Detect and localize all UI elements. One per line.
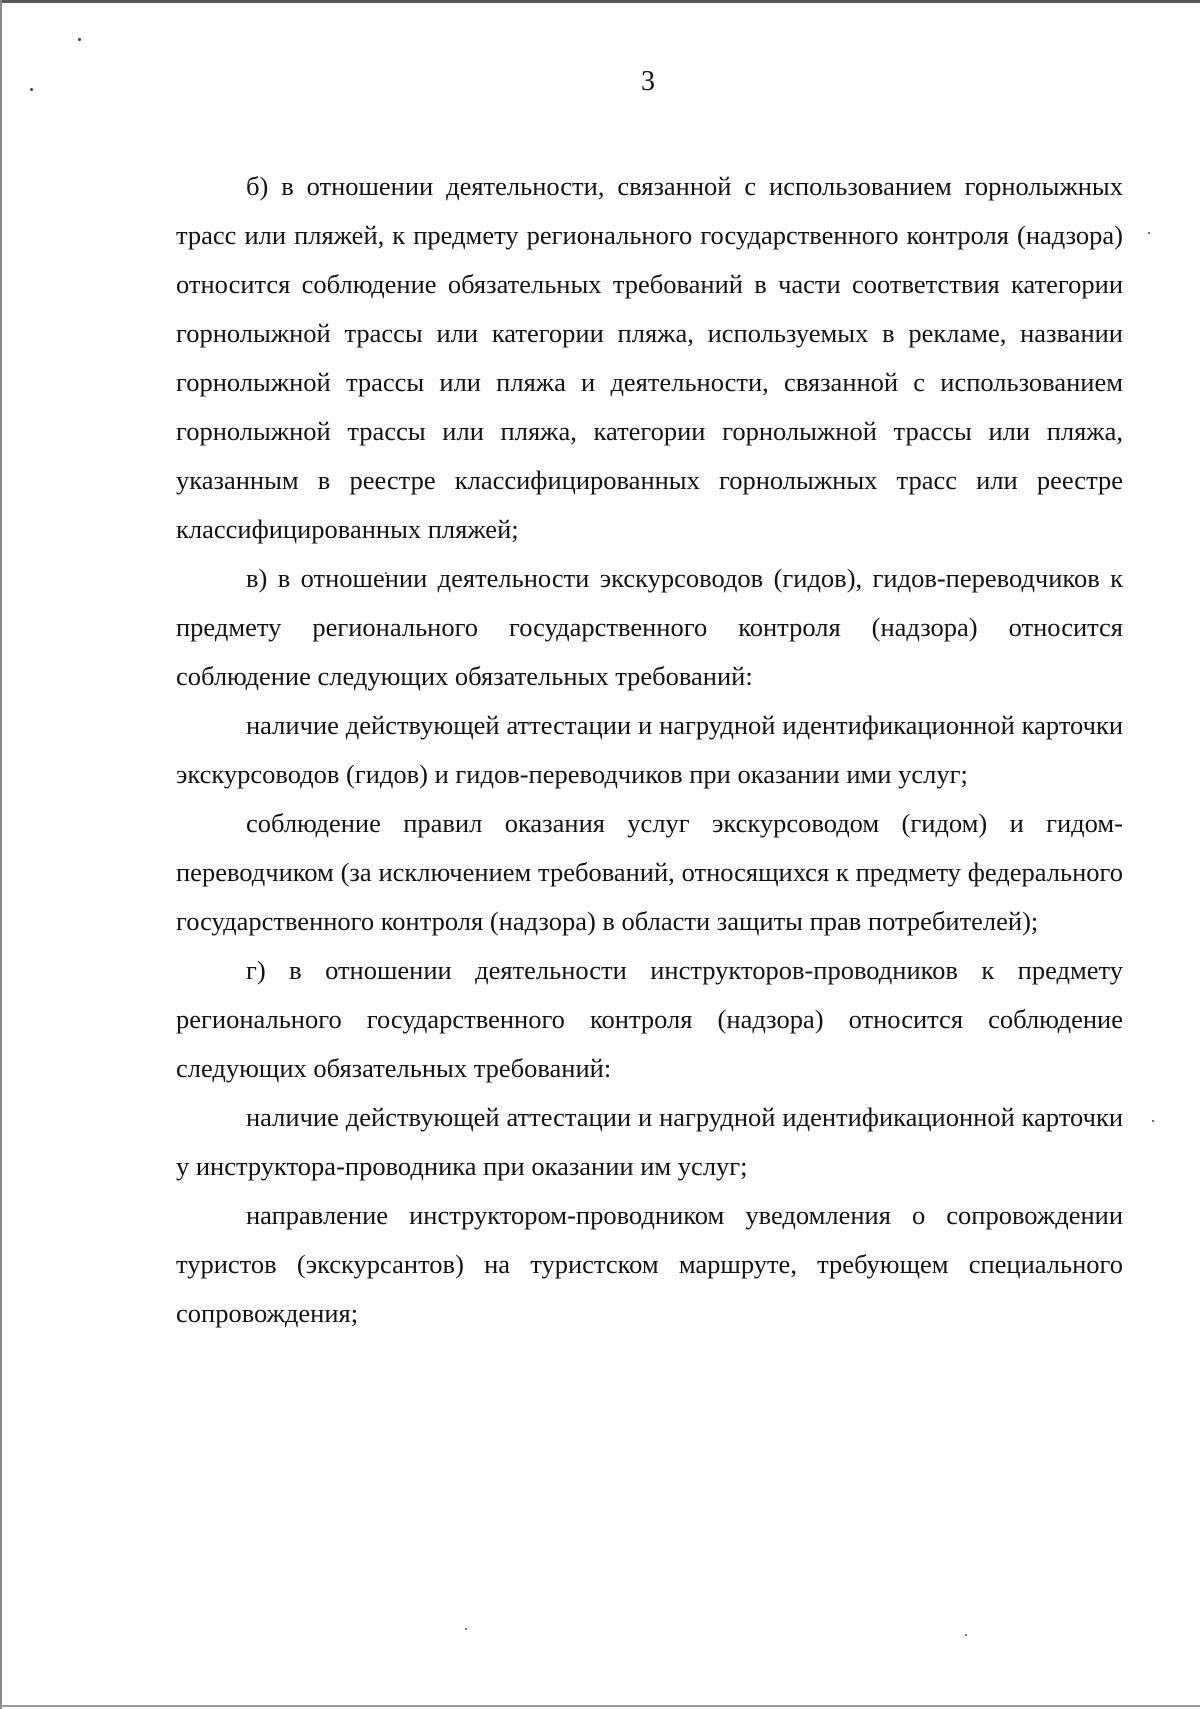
page-number: 3 xyxy=(641,66,655,97)
scan-speck xyxy=(1152,1120,1154,1122)
scan-speck xyxy=(465,1628,467,1630)
scan-speck xyxy=(78,38,81,41)
paragraph-g-instructors: г) в отношении деятельности инструкторов-проводников к предмету регионального государственного контроля (надзора) относится соблюдение следующих обязательных требований: xyxy=(176,955,1123,1083)
document-body xyxy=(176,162,1123,1338)
scan-top-edge xyxy=(0,0,1200,3)
scan-bottom-edge xyxy=(0,1705,1200,1707)
scan-speck xyxy=(965,1634,967,1636)
paragraph-instructor-attestation: наличие действующей аттестации и нагрудной идентификационной карточки у инструктора-проводника при оказании им услуг; xyxy=(176,1102,1123,1181)
paragraph-guides-rules: соблюдение правил оказания услуг экскурсоводом (гидом) и гидом-переводчиком (за исключением требований, относящихся к предмету федерального государственного контроля (надзора) в области защиты прав потребителей); xyxy=(176,808,1123,936)
scan-speck xyxy=(30,88,33,91)
scan-speck xyxy=(1148,232,1150,234)
paragraph-instructor-notification: направление инструктором-проводником уведомления о сопровождении туристов (экскурсантов) на туристском маршруте, требующем специального сопровождения; xyxy=(176,1200,1123,1328)
scan-left-edge xyxy=(0,0,2,1709)
paragraph-b-ski-beaches: б) в отношении деятельности, связанной с использованием горнолыжных трасс или пляжей, к предмету регионального государственного контроля (надзора) относится соблюдение обязательных требований в части соответствия категории горнолыжной трассы или категории пляжа, используемых в рекламе, названии горнолыжной трассы или пляжа и деятельности, связанной с использованием горнолыжной трассы или пляжа, категории горнолыжной трассы или пляжа, указанным в реестре классифицированных горнолыжных трасс или реестре классифицированных пляжей; xyxy=(176,171,1123,544)
paragraph-guides-attestation: наличие действующей аттестации и нагрудной идентификационной карточки экскурсоводов (гидов) и гидов-переводчиков при оказании ими услуг; xyxy=(176,710,1123,789)
paragraph-v-guides: в) в отношении деятельности экскурсоводов (гидов), гидов-переводчиков к предмету регионального государственного контроля (надзора) относится соблюдение следующих обязательных требований: xyxy=(176,563,1123,691)
